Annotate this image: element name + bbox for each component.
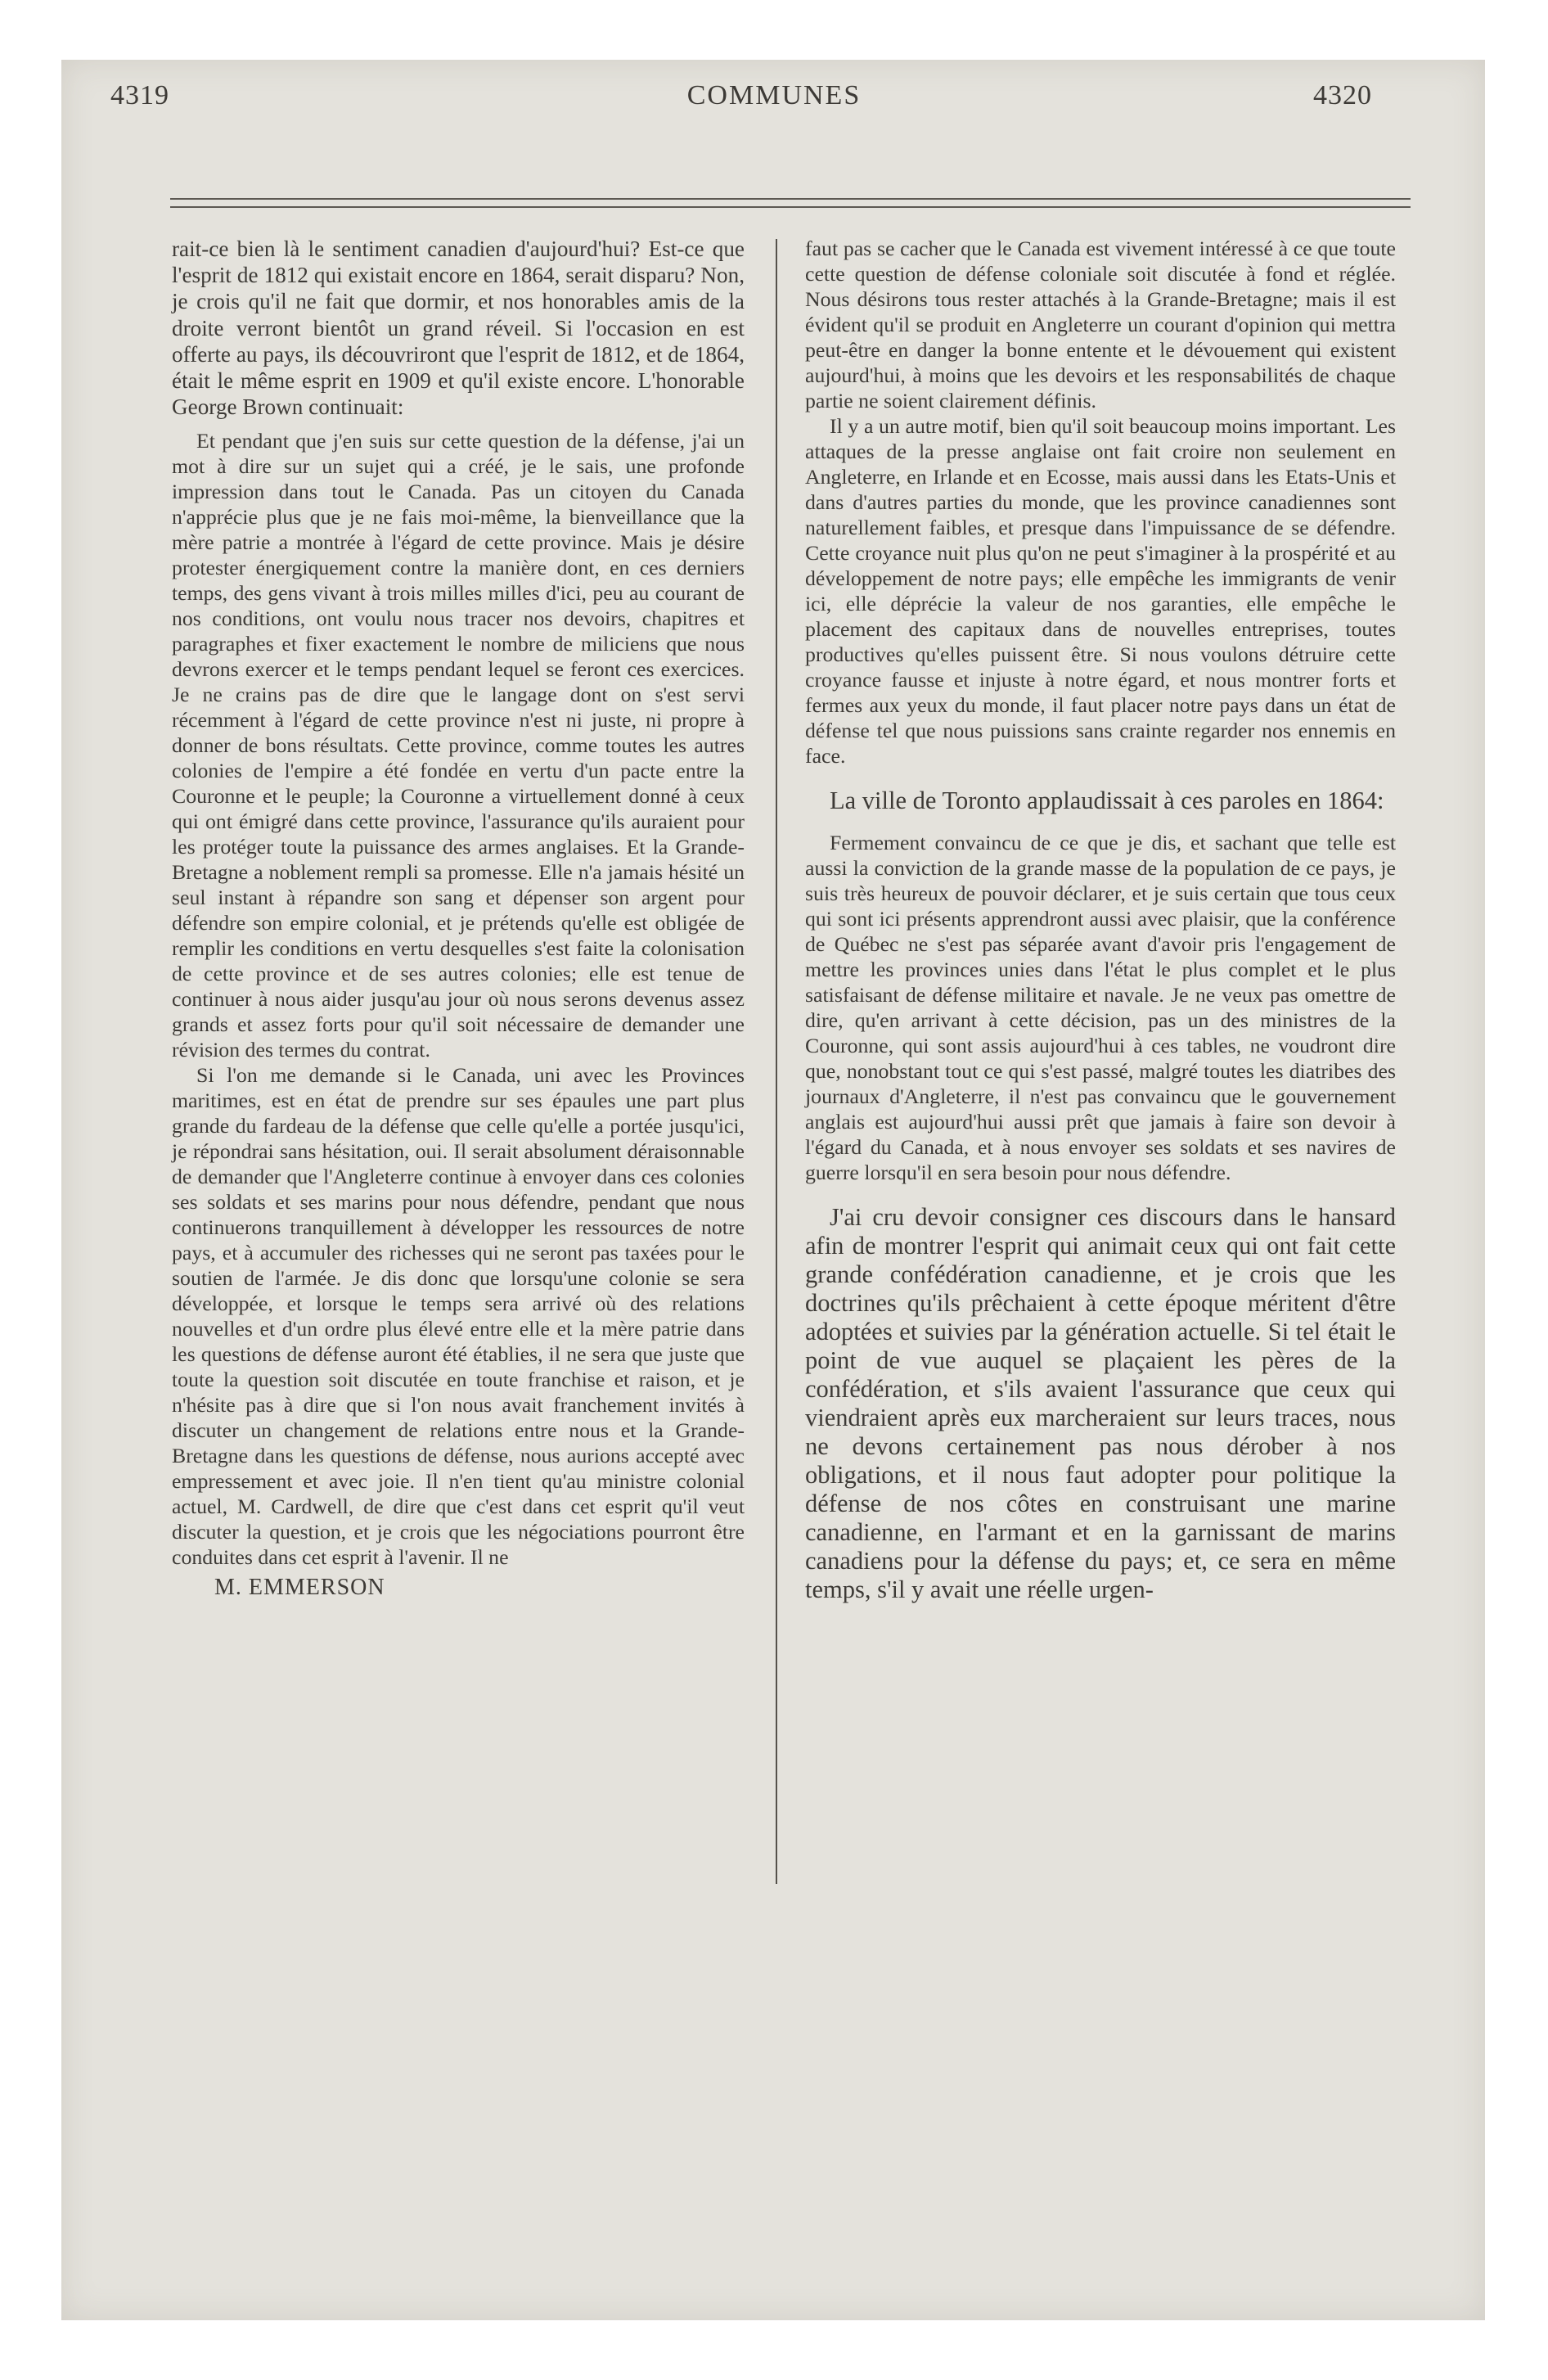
paragraph: rait-ce bien là le sentiment canadien d'aujourd'hui? Est-ce que l'esprit de 1812 qui existait encore en 1864, serait disparu? Non, je crois qu'il ne fait que dormir, et nos honorables amis de la droite verront bientôt un grand réveil. Si l'occasion en est offerte au pays, ils découvriront que l'esprit de 1812, et de 1864, était le même esprit en 1909 et qu'il existe encore. L'honorable George Brown continuait: (172, 237, 745, 420)
running-head: COMMUNES (686, 80, 862, 110)
header-rule-bottom (170, 206, 1411, 208)
column-divider (776, 239, 777, 1884)
page-number-right: 4320 (1313, 80, 1372, 110)
right-column (805, 236, 1396, 1604)
header-rule-top (170, 198, 1411, 200)
speaker-signature: M. EMMERSON (214, 1575, 385, 1601)
paragraph: J'ai cru devoir consigner ces discours dans le hansard afin de montrer l'esprit qui animait ceux qui ont fait cette grande confédération canadienne, et je crois que les doctrines qu'ils prêchaient à cette époque méritent d'être adoptées et suivies par la génération actuelle. Si tel était le point de vue auquel se plaçaient les pères de la confédération, et s'ils avaient l'assurance que ceux qui viendraient après eux marcheraient sur leurs traces, nous ne devons certainement pas nous dérober à nos obligations, et il nous faut adopter pour politique la défense de nos côtes en construisant une marine canadienne, en l'armant et en la garnissant de marins canadiens pour la défense du pays; et, ce sera en même temps, s'il y avait une réelle urgen- (805, 1203, 1396, 1603)
quoted-paragraph: Et pendant que j'en suis sur cette question de la défense, j'ai un mot à dire sur un sujet qui a créé, je le sais, une profonde impression dans tout le Canada. Pas un citoyen du Canada n'apprécie plus que je ne fais moi-même, la bienveillance que la mère patrie a montrée à l'égard de cette province. Mais je désire protester énergiquement contre la manière dont, en ces derniers temps, des gens vivant à trois milles milles d'ici, peu au courant de nos conditions, ont voulu nous tracer nos devoirs, chapitres et paragraphes et fixer exactement le nombre de miliciens que nous devrons exercer et le temps pendant lequel se feront ces exercices. Je ne crains pas de dire que le langage dont on s'est servi récemment à l'égard de cette province n'est ni juste, ni propre à donner de bons résultats. Cette province, comme toutes les autres colonies de l'empire a été fondée en vertu d'un pacte entre la Couronne et le peuple; la Couronne a virtuellement donné à ceux qui ont émigré dans cette province, l'assurance qu'ils auraient pour les protéger toute la puissance des armes anglaises. Et la Grande-Bretagne a noblement rempli sa promesse. Elle n'a jamais hésité un seul instant à répandre son sang et dépenser son argent pour défendre son empire colonial, et je prétends qu'elle est obligée de remplir les conditions en vertu desquelles s'est faite la colonisation de cette province et de ses autres colonies; elle est tenue de continuer à nous aider jusqu'au jour où nous serons devenus assez grands et assez forts pour qu'il soit nécessaire de demander une révision des termes du contrat. (172, 429, 745, 1062)
quoted-paragraph: Il y a un autre motif, bien qu'il soit beaucoup moins important. Les attaques de la presse anglaise ont fait croire non seulement en Angleterre, en Irlande et en Ecosse, mais aussi dans les Etats-Unis et dans d'autres parties du monde, que les province canadiennes sont naturellement faibles, et presque dans l'impuissance de se défendre. Cette croyance nuit plus qu'on ne peut s'imaginer à la prospérité et au développement de notre pays; elle empêche les immigrants de venir ici, elle déprécie la valeur de nos garanties, elle empêche le placement des capitaux dans de nouvelles entreprises, toutes productives qu'elles puissent être. Si nous voulons détruire cette croyance fausse et injuste à notre égard, et nous montrer forts et fermes aux yeux du monde, il faut placer notre pays dans un état de défense tel que nous puissions sans crainte regarder nos ennemis en face. (805, 414, 1396, 768)
quoted-paragraph: Fermement convaincu de ce que je dis, et sachant que telle est aussi la conviction de la grande masse de la population de ce pays, je suis très heureux de pouvoir déclarer, et je suis certain que tous ceux qui sont ici présents apprendront aussi avec plaisir, que la conférence de Québec ne s'est pas séparée avant d'avoir pris l'engagement de mettre les provinces unies dans l'état le plus complet et le plus satisfaisant de défense militaire et navale. Je ne veux pas omettre de dire, qu'en arrivant à cette décision, pas un des ministres de la Couronne, qui sont assis aujourd'hui à ces tables, ne voudront dire que, nonobstant tout ce qui s'est passé, malgré toutes les diatribes des journaux d'Angleterre, il n'est pas convaincu que le gouvernement anglais est aujourd'hui aussi prêt que jamais à faire son devoir à l'égard du Canada, et à nous envoyer ses soldats et ses navires de guerre lorsqu'il en sera besoin pour nous défendre. (805, 831, 1396, 1184)
quoted-paragraph: faut pas se cacher que le Canada est vivement intéressé à ce que toute cette question de défense coloniale soit discutée à fond et réglée. Nous désirons tous rester attachés à la Grande-Bretagne; mais il est évident qu'il se produit en Angleterre un courant d'opinion qui mettra peut-être en danger la bonne entente et le dévouement qui existent aujourd'hui, à moins que les devoirs et les responsabilités de chaque partie ne soient clairement définis. (805, 237, 1396, 412)
page-number-left: 4319 (110, 80, 169, 110)
quoted-paragraph: Si l'on me demande si le Canada, uni avec les Provinces maritimes, est en état de prendre sur ses épaules une part plus grande du fardeau de la défense que celle qu'elle a portée jusqu'ici, je répondrai sans hésitation, oui. Il serait absolument déraisonnable de demander que l'Angleterre continue à envoyer dans ces colonies ses soldats et ses marins pour nous défendre, pendant que nous continuerons tranquillement à développer les ressources de notre pays, et à accumuler des richesses qui ne seront pas taxées pour le soutien de l'armée. Je dis donc que lorsqu'une colonie se sera développée, et lorsque le temps sera arrivé où des relations nouvelles et d'un ordre plus élevé entre elle et la mère patrie dans les questions de défense auront été établies, il ne sera que juste que toute la question soit discutée en toute franchise et raison, et je n'hésite pas à dire que si l'on nous avait franchement invités à discuter un changement de relations entre nous et la Grande-Bretagne dans les questions de défense, nous aurions accepté avec empressement et avec joie. Il n'en tient qu'au ministre colonial actuel, M. Cardwell, de dire que c'est dans cet esprit qu'il veut discuter la question, et je crois que les négociations pourront être conduites dans cet esprit à l'avenir. Il ne (172, 1063, 745, 1570)
paragraph: La ville de Toronto applaudissait à ces paroles en 1864: (830, 787, 1384, 814)
left-column (172, 236, 745, 1602)
